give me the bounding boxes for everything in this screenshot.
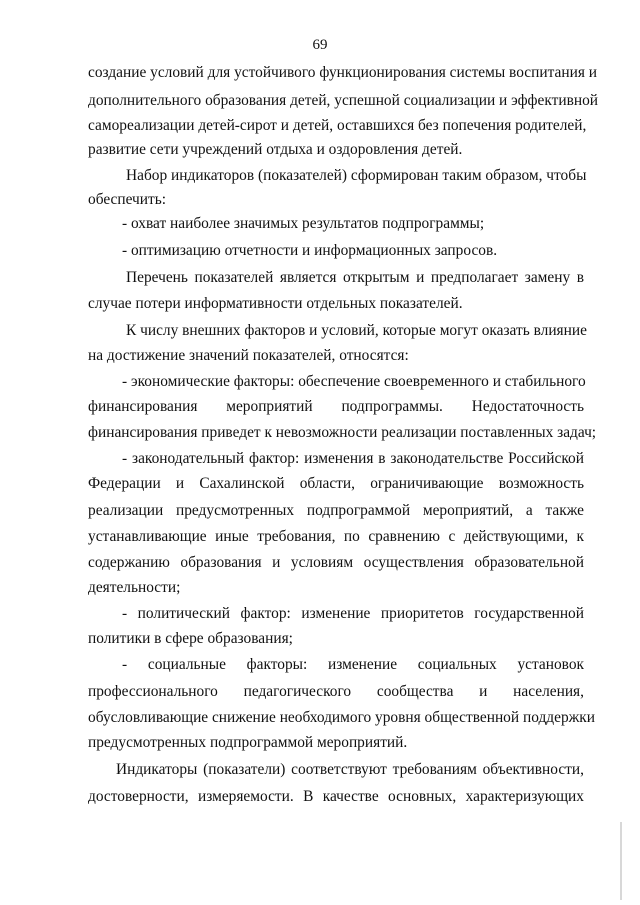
text-line: самореализации детей-сирот и детей, оставшихся без попечения родителей, (88, 117, 587, 134)
text-line: устанавливающие иные требования, по сравнению с действующими, к (88, 528, 584, 545)
text-line: - политический фактор: изменение приоритетов государственной (122, 605, 584, 622)
page-number: 69 (312, 37, 328, 53)
text-line: на достижение значений показателей, относятся: (88, 347, 409, 364)
text-line: - социальные факторы: изменение социальных установок (122, 656, 584, 673)
text-line: достоверности, измеряемости. В качестве основных, характеризующих (88, 788, 584, 805)
text-line: профессионального педагогического сообщества и населения, (88, 683, 584, 700)
text-line: Индикаторы (показатели) соответствуют требованиям объективности, (116, 761, 584, 778)
text-line: обусловливающие снижение необходимого уровня общественной поддержки (88, 709, 595, 726)
text-line: политики в сфере образования; (88, 630, 293, 647)
scan-edge-mark (620, 822, 622, 900)
text-line: предусмотренных подпрограммой мероприятий. (88, 734, 408, 751)
text-line: Набор индикаторов (показателей) сформирован таким образом, чтобы (126, 167, 587, 184)
text-line: Федерации и Сахалинской области, ограничивающие возможность (88, 475, 584, 492)
text-line: - экономические факторы: обеспечение своевременного и стабильного (122, 373, 586, 390)
text-line: финансирования приведет к невозможности реализации поставленных задач; (88, 424, 597, 441)
text-line: содержанию образования и условиям осуществления образовательной (88, 554, 584, 571)
text-line: реализации предусмотренных подпрограммой мероприятий, а также (88, 502, 584, 519)
text-line: развитие сети учреждений отдыха и оздоровления детей. (88, 141, 463, 158)
text-line: обеспечить: (88, 191, 167, 208)
text-line: Перечень показателей является открытым и предполагает замену в (126, 269, 584, 286)
text-line: - законодательный фактор: изменения в законодательстве Российской (122, 450, 584, 467)
text-line: - охват наиболее значимых результатов подпрограммы; (122, 215, 485, 232)
text-line: К числу внешних факторов и условий, которые могут оказать влияние (126, 322, 587, 339)
text-line: случае потери информативности отдельных показателей. (88, 295, 463, 312)
text-line: - оптимизацию отчетности и информационных запросов. (122, 242, 498, 259)
text-line: финансирования мероприятий подпрограммы. Недостаточность (88, 398, 584, 415)
text-line: деятельности; (88, 579, 181, 596)
text-line: дополнительного образования детей, успешной социализации и эффективной (88, 92, 599, 109)
text-line: создание условий для устойчивого функционирования системы воспитания и (88, 64, 597, 81)
